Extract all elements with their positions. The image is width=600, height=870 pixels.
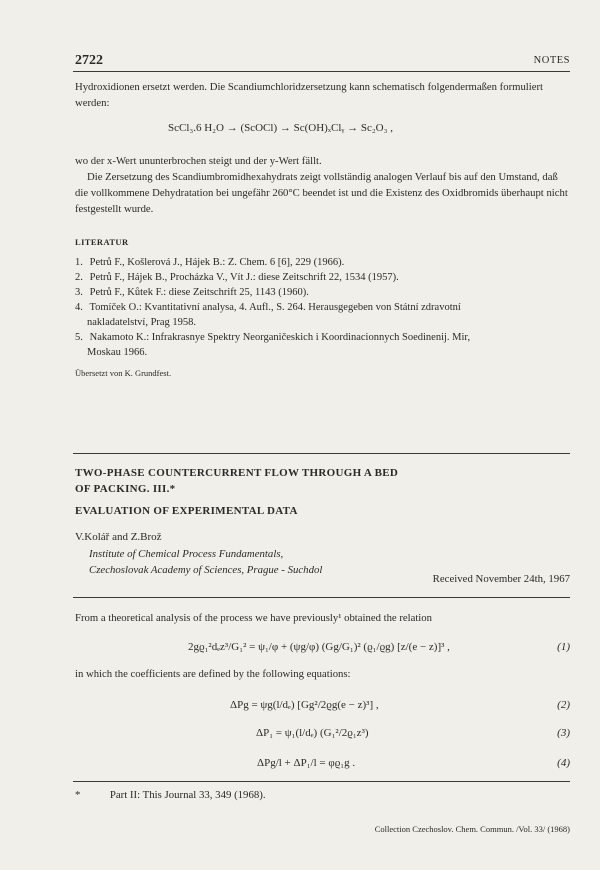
equation-1-number: (1) — [557, 641, 570, 653]
paragraph-x-value: wo der x-Wert ununterbrochen steigt und der y-Wert fällt. — [75, 155, 322, 167]
article-subtitle: EVALUATION OF EXPERIMENTAL DATA — [75, 505, 298, 517]
received-date: Received November 24th, 1967 — [432, 573, 570, 585]
reference-item — [75, 300, 570, 330]
paragraph-continuation: Hydroxidionen ersetzt werden. Die Scandiumchloridzersetzung kann schematisch folgendermaßen formuliert werden: — [75, 81, 544, 109]
reference-item — [75, 270, 570, 285]
equation-2-number: (2) — [557, 699, 570, 711]
literature-heading: LITERATUR — [75, 237, 129, 247]
footnote-text: Part II: This Journal 33, 349 (1968). — [109, 789, 266, 801]
intro-paragraph: From a theoretical analysis of the process we have previously¹ obtained the relation — [75, 612, 432, 624]
article-separator-rule — [73, 453, 570, 454]
reference-text: Tomíček O.: Kvantitativní analysa, 4. Aufl., S. 264. Herausgegeben von Státní zdravotní — [89, 302, 461, 313]
reference-number: 1. — [75, 257, 83, 268]
footnote-rule — [73, 781, 570, 782]
article-title-line1: TWO-PHASE COUNTERCURRENT FLOW THROUGH A BED — [75, 467, 399, 479]
reference-number: 5. — [75, 332, 83, 343]
reference-text: Petrů F., Kůtek F.: diese Zeitschrift 25, 1143 (1960). — [89, 287, 309, 298]
equation-3-number: (3) — [557, 727, 570, 739]
reference-text-continued: Moskau 1966. — [87, 347, 148, 358]
reference-text: Petrů F., Košlerová J., Hájek B.: Z. Chem. 6 [6], 229 (1966). — [89, 257, 345, 268]
translator-note: Übersetzt von K. Grundfest. — [75, 368, 172, 378]
header-rule — [73, 71, 570, 72]
section-label: NOTES — [533, 55, 570, 66]
reaction-scheme: ScCl₃.6 H₂O → (ScOCl) → Sc(OH)ₓClᵧ → Sc₂O₃ , — [168, 122, 393, 134]
reference-text: Petrů F., Hájek B., Procházka V., Vít J.: diese Zeitschrift 22, 1534 (1957). — [89, 272, 399, 283]
reference-item — [75, 255, 570, 270]
institute-line1: Institute of Chemical Process Fundamentals, — [89, 548, 284, 560]
reference-item — [75, 330, 570, 360]
reference-number: 4. — [75, 302, 83, 313]
equation-4-number: (4) — [557, 757, 570, 769]
journal-footer: Collection Czechoslov. Chem. Commun. /Vol. 33/ (1968) — [374, 824, 570, 834]
article-title-line2: OF PACKING. III.* — [75, 483, 176, 495]
received-rule — [73, 597, 570, 598]
reference-number: 3. — [75, 287, 83, 298]
footnote-mark: * — [75, 789, 81, 801]
equation-2: ΔPg = ψg(l/dₑ) [Gg²/2ϱg(e − z)³] , — [230, 699, 379, 711]
equation-4: ΔPg/l + ΔP₁/l = φϱ₁g . — [257, 757, 356, 769]
reference-text-continued: nakladatelství, Prag 1958. — [87, 317, 197, 328]
coefficients-text: in which the coefficients are defined by the following equations: — [75, 668, 351, 680]
page-number: 2722 — [75, 53, 103, 68]
reference-item — [75, 285, 570, 300]
article-authors: V.Kolář and Z.Brož — [75, 531, 162, 543]
paragraph-bromide: Die Zersetzung des Scandiumbromidhexahydrats zeigt vollständig analogen Verlauf bis auf den Umstand, daß die vollkommene Dehydratation bei ungefähr 260°C beendet ist und die Existenz des Oxidbromids überhaupt nicht festgestellt wurde. — [75, 171, 568, 215]
reference-text: Nakamoto K.: Infrakrasnye Spektry Neorganičeskich i Koordinacionnych Soedinenij. Mir, — [89, 332, 471, 343]
institute-line2: Czechoslovak Academy of Sciences, Prague - Suchdol — [89, 564, 323, 576]
reference-number: 2. — [75, 272, 83, 283]
equation-3: ΔP₁ = ψ₁(l/dₑ) (G₁²/2ϱ₁z³) — [256, 727, 369, 739]
equation-1: 2gϱ₁²dₑz³/G₁² = ψ₁/φ + (ψg/φ) (Gg/G₁)² (ϱ₁/ϱg) [z/(e − z)]³ , — [188, 641, 450, 653]
footnote — [75, 789, 266, 801]
